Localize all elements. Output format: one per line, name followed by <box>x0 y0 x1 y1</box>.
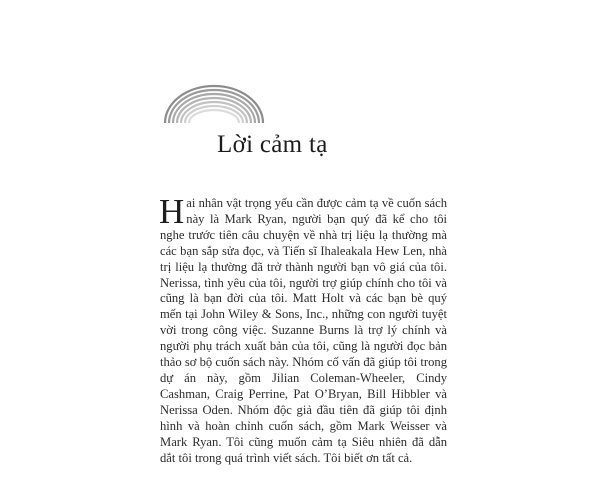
chapter-title: Lời cảm tạ <box>217 131 328 158</box>
arc-ornament <box>158 82 270 124</box>
body-paragraph <box>159 192 447 466</box>
body-text: ai nhân vật trọng yếu cần được cảm tạ về cuốn sách này là Mark Ryan, người bạn quý đã kể cho tôi nghe trước tiên câu chuyện về nhà trị liệu lạ thường mà các bạn sắp sửa đọc, và Tiến sĩ Ihaleakala Hew Len, nhà trị liệu lạ thường đã trở thành người bạn vô giá của tôi. Nerissa, tình yêu của tôi, người trợ giúp chính cho tôi và cũng là bạn đời của tôi. Matt Holt và các bạn bè quý mến tại John Wiley & Sons, Inc., những con người tuyệt vời trong công việc. Suzanne Burns là trợ lý chính và người phụ trách xuất bản của tôi, cũng là người đọc bản thảo sơ bộ cuốn sách này. Nhóm cố vấn đã giúp tôi trong dự án này, gồm Jilian Coleman-Wheeler, Cindy Cashman, Craig Perrine, Pat O’Bryan, Bill Hibbler và Nerissa Oden. Nhóm độc giả đầu tiên đã giúp tôi định hình và hoàn chỉnh cuốn sách, gồm Mark Weisser và Mark Ryan. Tôi cũng muốn cảm tạ Siêu nhiên đã dẫn dắt tôi trong quá trình viết sách. Tôi biết ơn tất cả. <box>160 196 447 465</box>
drop-cap: H <box>159 192 185 231</box>
